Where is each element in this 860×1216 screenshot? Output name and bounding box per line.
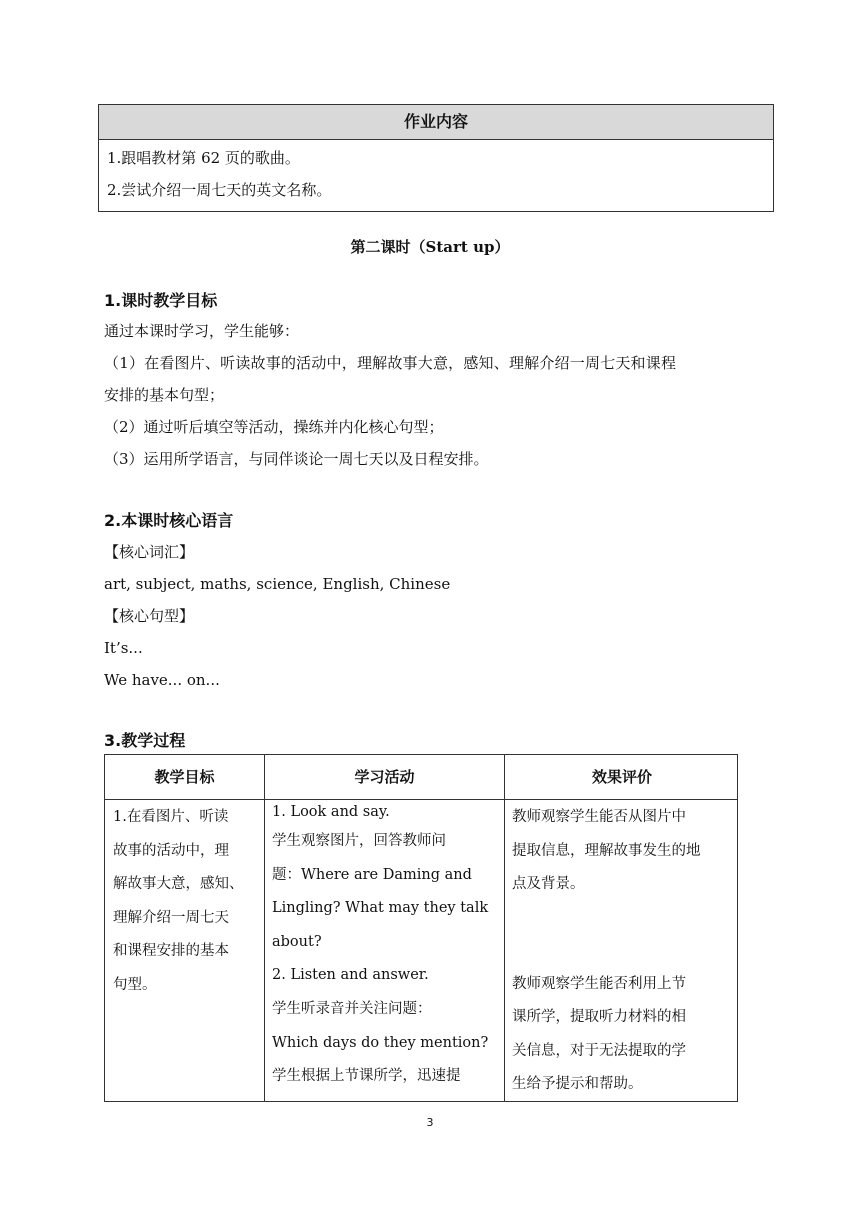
homework-table bbox=[98, 104, 774, 212]
goal-cell-line: 1.在看图片、听读 bbox=[113, 809, 229, 825]
section3-heading: 3.教学过程 bbox=[104, 731, 186, 750]
section1-intro: 通过本课时学习，学生能够： bbox=[104, 322, 300, 340]
pattern-1: It’s... bbox=[104, 639, 143, 657]
pattern-2: We have... on... bbox=[104, 671, 220, 689]
activity-line: 2. Listen and answer. bbox=[272, 967, 429, 984]
evaluation-line: 生给予提示和帮助。 bbox=[512, 1076, 643, 1092]
column-header-evaluation: 效果评价 bbox=[591, 768, 652, 786]
goal-cell-line: 故事的活动中，理 bbox=[113, 842, 229, 859]
column-header-activity: 学习活动 bbox=[354, 768, 415, 786]
section1-heading: 1.课时教学目标 bbox=[104, 291, 218, 310]
goal-line-3: （2）通过听后填空等活动，操练并内化核心句型； bbox=[104, 418, 444, 436]
activity-line: 学生根据上节课所学，迅速提 bbox=[272, 1068, 461, 1085]
vocab-label: 【核心词汇】 bbox=[104, 543, 195, 561]
column-header-goal: 教学目标 bbox=[154, 768, 215, 786]
vocab-list: art, subject, maths, science, English, Chinese bbox=[104, 575, 451, 593]
goal-line-2: 安排的基本句型； bbox=[104, 386, 225, 404]
evaluation-line: 关信息，对于无法提取的学 bbox=[512, 1042, 686, 1059]
teaching-process-table bbox=[104, 754, 738, 1102]
activity-line: 题：Where are Daming and bbox=[272, 866, 472, 883]
pattern-label: 【核心句型】 bbox=[104, 607, 195, 625]
activity-line: Which days do they mention? bbox=[272, 1034, 489, 1051]
section2-heading: 2.本课时核心语言 bbox=[104, 511, 234, 530]
activity-line: 学生观察图片，回答教师问 bbox=[272, 833, 446, 849]
goal-cell-line: 和课程安排的基本 bbox=[113, 943, 229, 959]
goal-cell bbox=[113, 801, 261, 1002]
evaluation-line: 点及背景。 bbox=[512, 876, 585, 892]
evaluation-spacer bbox=[512, 902, 736, 968]
section1-body bbox=[104, 315, 764, 475]
activity-cell bbox=[272, 799, 500, 1094]
evaluation-cell bbox=[512, 801, 736, 1102]
activity-line: 学生听录音并关注问题： bbox=[272, 1000, 432, 1017]
homework-item-2: 2.尝试介绍一周七天的英文名称。 bbox=[107, 181, 332, 199]
goal-cell-line: 理解介绍一周七天 bbox=[113, 909, 229, 926]
lesson-title: 第二课时（Start up） bbox=[350, 238, 510, 256]
evaluation-line: 提取信息，理解故事发生的地 bbox=[512, 842, 701, 859]
evaluation-line: 教师观察学生能否从图片中 bbox=[512, 809, 686, 825]
section2-body bbox=[104, 536, 764, 696]
goal-line-4: （3）运用所学语言，与同伴谈论一周七天以及日程安排。 bbox=[104, 450, 489, 468]
homework-item-1: 1.跟唱教材第 62 页的歌曲。 bbox=[107, 149, 300, 167]
goal-line-1: （1）在看图片、听读故事的活动中，理解故事大意，感知、理解介绍一周七天和课程 bbox=[104, 354, 677, 372]
goal-cell-line: 句型。 bbox=[113, 976, 157, 993]
evaluation-line: 课所学，提取听力材料的相 bbox=[512, 1009, 686, 1025]
evaluation-line: 教师观察学生能否利用上节 bbox=[512, 975, 686, 992]
activity-line: about? bbox=[272, 933, 322, 950]
activity-line: Lingling? What may they talk bbox=[272, 900, 489, 917]
goal-cell-line: 解故事大意，感知、 bbox=[113, 876, 244, 892]
homework-header: 作业内容 bbox=[99, 105, 773, 140]
activity-line: 1. Look and say. bbox=[272, 804, 390, 820]
page-number: 3 bbox=[426, 1116, 434, 1129]
